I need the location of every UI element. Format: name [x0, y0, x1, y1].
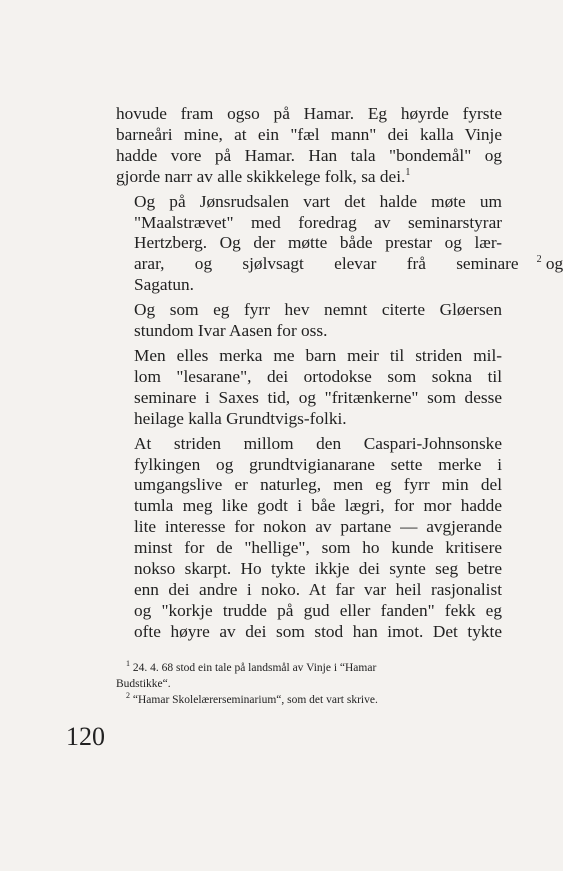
footnote-ref: 1 [405, 166, 411, 178]
footnote-ref: 2 [536, 254, 542, 266]
text-line-content: gjorde narr av alle skikkelege folk, sa dei. [116, 166, 406, 186]
text-line-tail [519, 254, 563, 275]
text-line: ofte høyre av dei som stod han imot. Det tykte [134, 621, 502, 641]
footnote-marker: 1 [126, 659, 130, 668]
text-line: fylkingen og grundtvigianarane sette merke i [134, 454, 502, 474]
text-line [116, 254, 563, 275]
text-line: umgangslive er naturleg, men eg fyrr min del [134, 475, 502, 495]
text-line: enn dei andre i noko. At far var heil rasjonalist [134, 579, 502, 599]
footnotes [116, 660, 502, 708]
paragraph [116, 434, 502, 643]
text-line: lite interesse for nokon av partane — avgjerande [134, 517, 502, 537]
body-text [116, 104, 563, 647]
text-line: Og på Jønsrudsalen vart det halde møte um [134, 191, 502, 211]
text-line: nokso skarpt. Ho tykte ikkje dei synte seg betre [134, 559, 502, 579]
text-line: Men elles merka me barn meir til striden mil- [134, 345, 502, 365]
footnote [116, 660, 502, 676]
footnote [116, 692, 502, 708]
text-line: Hertzberg. Og der møtte både prestar og lær- [134, 233, 502, 253]
footnote-text: “Hamar Skolelærerseminarium“, som det vart skrive. [132, 694, 378, 706]
text-line: Og som eg fyrr hev nemnt citerte Gløersen [134, 300, 502, 320]
text-line: hovude fram ogso på Hamar. Eg høyrde fyrste [116, 104, 502, 123]
text-line: stundom Ivar Aasen for oss. [134, 321, 328, 341]
text-line: At striden millom den Caspari-Johnsonske [134, 433, 502, 453]
text-line: hadde vore på Hamar. Han tala "bondemål" og [116, 145, 502, 165]
paragraph [116, 346, 502, 430]
footnote-continuation [116, 676, 502, 692]
text-line: seminare i Saxes tid, og "fritænkerne" som desse [134, 387, 502, 407]
page-number: 120 [66, 722, 105, 751]
text-line: barneåri mine, at ein "fæl mann" dei kalla Vinje [116, 124, 502, 144]
text-line: Sagatun. [134, 275, 194, 295]
text-line-content: arar, og sjølvsagt elevar frå seminare [134, 254, 519, 274]
paragraph [116, 104, 502, 188]
text-line: lom "lesarane", dei ortodokse som sokna til [134, 366, 502, 386]
footnote-marker: 2 [126, 691, 130, 700]
text-line [116, 167, 502, 188]
text-line: minst for de "hellige", som ho kunde kritisere [134, 538, 502, 558]
footnote-text: Budstikke“. [116, 678, 171, 690]
text-line: "Maalstrævet" med foredrag av seminarstyrar [134, 212, 502, 232]
paragraph [116, 191, 563, 297]
text-line: tumla meg like godt i båe lægri, for mor hadde [134, 496, 502, 516]
text-line-suffix: og [541, 254, 563, 274]
text-line: og "korkje trudde på gud eller fanden" fekk eg [134, 600, 502, 620]
paragraph [116, 300, 502, 342]
footnote-text: 24. 4. 68 stod ein tale på landsmål av Vinje i “Hamar [132, 662, 377, 674]
text-line: heilage kalla Grundtvigs-folki. [134, 408, 347, 428]
